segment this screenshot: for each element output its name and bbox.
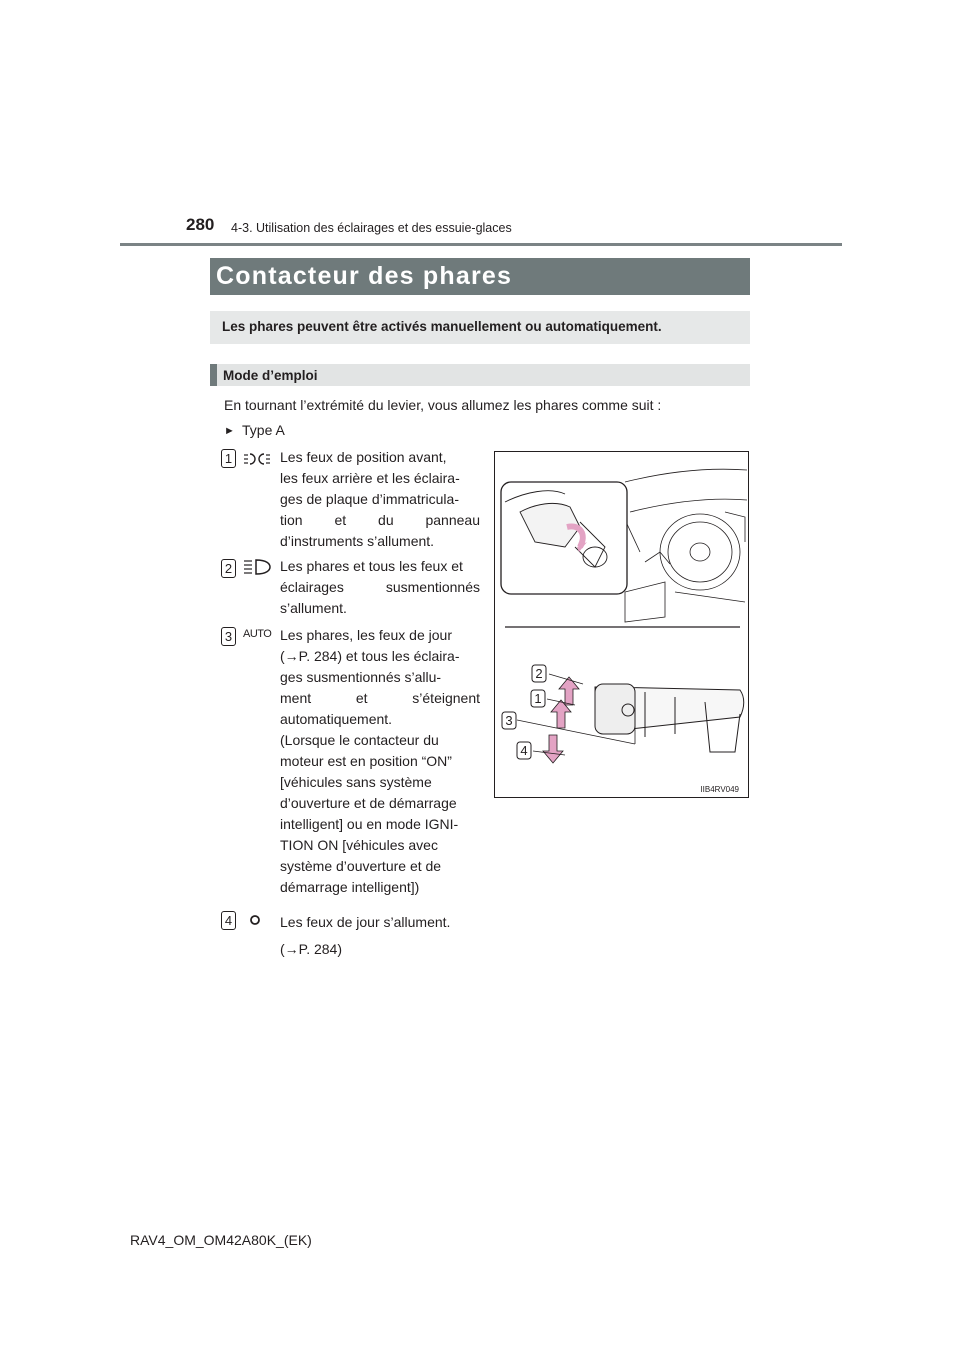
item-3-line: ment et s’éteignent (280, 690, 480, 706)
item-1-line: d’instruments s’allument. (280, 533, 435, 549)
page-number: 280 (186, 215, 215, 234)
headlamp-icon (243, 559, 271, 575)
position-lamp-icon (243, 452, 271, 466)
figure-callout-1 (531, 690, 545, 707)
item-3-line: système d’ouverture et de (280, 858, 442, 874)
page-title: Contacteur des phares (216, 262, 513, 290)
item-4-line: (→P. 284) (280, 941, 342, 957)
figure-callout-4 (517, 742, 531, 759)
figure-callout-2 (532, 665, 546, 682)
item-1-line: Les feux de position avant, (280, 449, 447, 465)
item-3-line: (→P. 284) et tous les éclaira- (280, 648, 460, 664)
figure-callout-label: 4 (520, 743, 528, 758)
mode-heading: Mode d’emploi (223, 368, 318, 383)
item-1-line: ges de plaque d’immatricula- (280, 491, 459, 507)
drl-off-icon (248, 913, 262, 927)
auto-icon: AUTO (243, 628, 272, 640)
item-2-line: s’allument. (280, 600, 347, 616)
item-3-line: démarrage intelligent]) (280, 879, 420, 895)
figure-callout-label: 3 (505, 713, 513, 728)
mode-heading-accent (210, 364, 217, 386)
intro-text: Les phares peuvent être activés manuellement ou automatiquement. (222, 319, 662, 334)
footer-doc-code: RAV4_OM_OM42A80K_(EK) (130, 1232, 312, 1248)
figure-callout-label: 2 (535, 666, 543, 681)
item-2-text (280, 556, 480, 619)
item-1-text (280, 447, 480, 552)
lead-text: En tournant l’extrémité du levier, vous allumez les phares comme suit : (224, 397, 662, 413)
item-number-1: 1 (221, 449, 236, 468)
item-3-line: Les phares, les feux de jour (280, 627, 452, 643)
item-2-line: Les phares et tous les feux et (280, 558, 463, 574)
figure-callout-3 (502, 712, 516, 729)
triangle-bullet-icon: ► (224, 425, 235, 437)
item-1-line: tion et du panneau (280, 512, 480, 528)
item-number-3: 3 (221, 627, 236, 646)
item-1-line: les feux arrière et les éclaira- (280, 470, 460, 486)
item-2-line: éclairages susmentionnés (280, 579, 480, 595)
item-4-text (280, 909, 490, 963)
headlight-switch-illustration (495, 452, 748, 797)
item-3-line: [véhicules sans système (280, 774, 432, 790)
item-4-line: Les feux de jour s’allument. (280, 914, 451, 930)
section-title: 4-3. Utilisation des éclairages et des essuie-glaces (231, 221, 512, 235)
item-number-2: 2 (221, 559, 236, 578)
item-3-line: (Lorsque le contacteur du (280, 732, 439, 748)
header-rule (120, 243, 842, 246)
item-3-line: TION ON [véhicules avec (280, 837, 438, 853)
item-3-line: d’ouverture et de démarrage (280, 795, 457, 811)
item-3-text (280, 625, 480, 898)
item-number-4: 4 (221, 911, 236, 930)
item-3-line: ges susmentionnés s’allu- (280, 669, 442, 685)
item-3-line: automatiquement. (280, 711, 393, 727)
figure-callout-label: 1 (534, 691, 542, 706)
item-3-line: moteur est en position “ON” (280, 753, 452, 769)
item-3-line: intelligent] ou en mode IGNI- (280, 816, 459, 832)
figure-code: IIB4RV049 (700, 785, 739, 794)
type-label: Type A (242, 422, 285, 438)
